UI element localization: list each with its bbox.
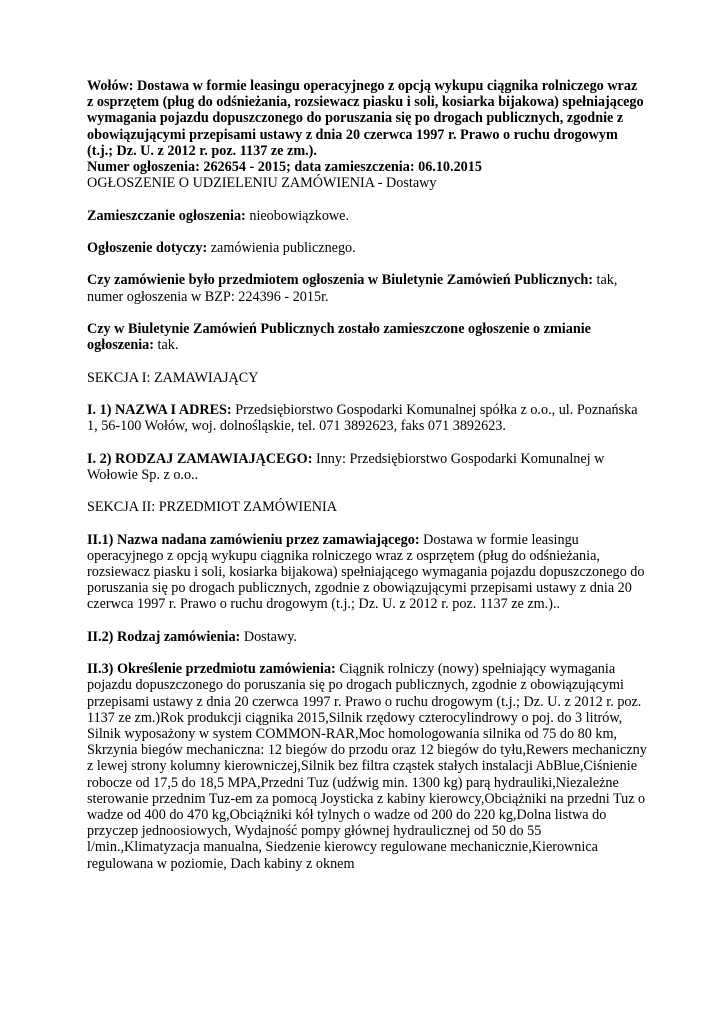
notice-type: OGŁOSZENIE O UDZIELENIU ZAMÓWIENIA - Dostawy <box>87 175 437 192</box>
publication-label: Zamieszczanie ogłoszenia: <box>87 207 246 224</box>
change-notice-field <box>87 321 647 353</box>
contract-kind-field <box>87 629 647 645</box>
contract-subject-label: II.3) Określenie przedmiotu zamówienia: <box>87 661 336 678</box>
publication-field <box>87 208 647 224</box>
contract-name-field <box>87 532 647 613</box>
contract-subject-field <box>87 661 647 872</box>
change-notice-label: Czy w Biuletynie Zamówień Publicznych zostało zamieszczone ogłoszenie o zmianie ogłoszenia: <box>87 320 591 354</box>
contracting-authority-type-value: Inny: Przedsiębiorstwo Gospodarki Komunalnej w Wołowie Sp. z o.o.. <box>87 450 605 483</box>
bzp-value: tak, numer ogłoszenia w BZP: 224396 - 2015r. <box>87 272 618 305</box>
contract-name-label: II.1) Nazwa nadana zamówieniu przez zamawiającego: <box>87 531 420 548</box>
contract-subject-value: Ciągnik rolniczy (nowy) spełniający wymagania pojazdu dopuszczonego do poruszania się po drogach publicznych, zgodnie z obowiązującymi przepisami ustawy z dnia 20 czerwca 1997 r. Prawo o ruchu drogowym (t.j.; Dz. U. z 2012 r. poz. 1137 ze zm.)Rok produkcji ciągnika 2015,Silnik rzędowy czterocylindrowy o poj. do 3 litrów, Silnik wyposażony w system COMMON-RAR,Moc homologowania silnika od 75 do 80 km, Skrzynia biegów mechaniczna: 12 biegów do przodu oraz 12 biegów do tyłu,Rewers mechaniczny z lewej strony kolumny kierowniczej,Silnik bez filtra cząstek stałych instalacji AbBlue,Ciśnienie robocze od 17,5 do 18,5 MPA,Przedni Tuz (udźwig min. 1300 kg) parą hydrauliki,Niezależne sterowanie przednim Tuz-em za pomocą Joysticka z kabiny kierowcy,Obciążniki na przedni Tuz o wadze od 400 do 470 kg,Obciążniki kół tylnych o wadze od 200 do 220 kg,Dolna listwa do przyczep jednoosiowych, Wydajność pompy głównej hydraulicznej od 50 do 55 l/min.,Klimatyzacja manualna, Siedzenie kierowcy regulowane mechanicznie,Kierownica regulowana w poziomie, Dach kabiny z oknem <box>87 661 647 872</box>
section-2-heading: SEKCJA II: PRZEDMIOT ZAMÓWIENIA <box>87 499 337 516</box>
concerns-label: Ogłoszenie dotyczy: <box>87 240 208 256</box>
contracting-authority-type-label: I. 2) RODZAJ ZAMAWIAJĄCEGO: <box>87 450 313 467</box>
concerns-value: zamówienia publicznego. <box>207 240 356 256</box>
bzp-label: Czy zamówienie było przedmiotem ogłoszenia w Biuletynie Zamówień Publicznych: <box>87 272 593 289</box>
document-header <box>87 78 647 191</box>
notice-number-line: Numer ogłoszenia: 262654 - 2015; data zamieszczenia: 06.10.2015 <box>87 159 482 176</box>
concerns-field <box>87 240 647 256</box>
contracting-authority-type-field <box>87 451 647 483</box>
contracting-authority-name-label: I. 1) NAZWA I ADRES: <box>87 401 232 418</box>
contract-kind-label: II.2) Rodzaj zamówienia: <box>87 628 241 645</box>
document-page <box>87 78 647 888</box>
document-title: Wołów: Dostawa w formie leasingu operacyjnego z opcją wykupu ciągnika rolniczego wraz z osprzętem (pług do odśnieżania, rozsiewacz piasku i soli, kosiarka bijakowa) spełniającego wymagania pojazdu dopuszczonego do poruszania się po drogach publicznych, zgodnie z obowiązującymi przepisami ustawy z dnia 20 czerwca 1997 r. Prawo o ruchu drogowym (t.j.; Dz. U. z 2012 r. poz. 1137 ze zm.). <box>87 78 644 159</box>
section-1-heading: SEKCJA I: ZAMAWIAJĄCY <box>87 369 259 386</box>
contracting-authority-name-field <box>87 402 647 434</box>
bzp-field <box>87 272 647 304</box>
contract-name-value: Dostawa w formie leasingu operacyjnego z opcją wykupu ciągnika rolniczego wraz z osprzętem (pług do odśnieżania, rozsiewacz piasku i soli, kosiarka bijakowa) spełniającego wymagania pojazdu dopuszczonego do poruszania się po drogach publicznych, zgodnie z obowiązującymi przepisami ustawy z dnia 20 czerwca 1997 r. Prawo o ruchu drogowym (t.j.; Dz. U. z 2012 r. poz. 1137 ze zm.).. <box>87 531 645 613</box>
contracting-authority-name-value: Przedsiębiorstwo Gospodarki Komunalnej spółka z o.o., ul. Poznańska 1, 56-100 Wołów, woj. dolnośląskie, tel. 071 3892623, faks 071 3892623. <box>87 401 638 435</box>
publication-value: nieobowiązkowe. <box>245 207 350 224</box>
contract-kind-value: Dostawy. <box>240 628 297 645</box>
change-notice-value: tak. <box>154 337 179 354</box>
